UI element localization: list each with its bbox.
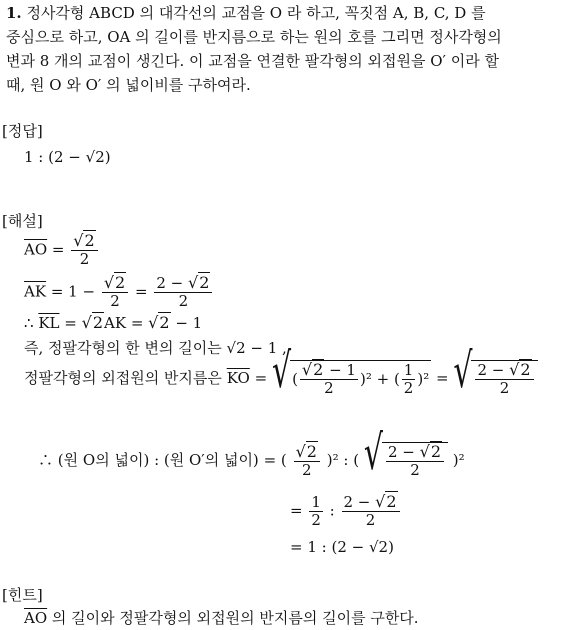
- eq-ak: $\overline{AK} = 1$ − $\frac{√2}{2}$ = $\frac{2 - √2}{2}$: [24, 274, 214, 311]
- answer-header: [정답]: [2, 122, 43, 140]
- hint-text: $\overline{AO}$ 의 길이와 정팔각형의 외접원의 반지름의 길이를 구한다.: [24, 609, 419, 627]
- explanation-header: [해설]: [2, 212, 43, 230]
- problem-line-3: 변과 8 개의 교점이 생긴다. 이 교점을 연결한 팔각형의 외접원을 O′ 이라 할: [6, 52, 499, 70]
- problem-line-1: [6, 4, 486, 23]
- problem-text-1: 정사각형 ABCD 의 대각선의 교점을 O 라 하고, 꼭짓점 A, B, C, D 를: [26, 4, 486, 22]
- segment-ao: $\overline{AO}$: [24, 240, 48, 259]
- side-length-line: 즉, 정팔각형의 한 변의 길이는 √2 − 1 ,: [24, 339, 287, 357]
- problem-line-2: 중심으로 하고, OA 의 길이를 반지름으로 하는 원의 호를 그리면 정사각형의: [6, 28, 502, 46]
- segment-ak: $\overline{AK}$: [24, 282, 47, 301]
- ratio-label: (원 O의 넓이) : (원 O′의 넓이): [57, 450, 259, 469]
- therefore-symbol: ∴: [24, 314, 34, 332]
- problem-number: 1.: [6, 4, 22, 22]
- hint-header: [힌트]: [2, 586, 43, 604]
- ratio-final: = 1 : (2 − √2): [290, 538, 394, 556]
- segment-ao-hint: $\overline{AO}$: [24, 609, 48, 627]
- ratio-line-2: = $\frac{1}{2}$ : $\frac{2 - √2}{2}$: [290, 493, 402, 530]
- ratio-line-1: ∴ (원 O의 넓이) : (원 O′의 넓이) = ( $\frac{√2}{2}$ )² : ( √ $\frac{2 - √2}{2}$ )²: [38, 425, 465, 482]
- segment-kl: $\overline{KL}$: [38, 314, 60, 332]
- eq-kl: ∴ $\overline{KL} = √2AK = √2 - 1$: [24, 313, 203, 332]
- radius-line: 정팔각형의 외접원의 반지름은 $\overline{KO}$ = √ ( $\frac{√2 - 1}{2}$ )² + ( $\frac{1}{2}$ )² = √ $\frac{2 - √2}{2}$: [24, 360, 538, 398]
- problem-line-4: 때, 원 O 와 O′ 의 넓이비를 구하여라.: [6, 76, 251, 94]
- answer-value: 1 : (2 − √2): [24, 148, 111, 166]
- segment-ko: $\overline{KO}$: [226, 368, 250, 387]
- eq-ao: $\overline{AO}$ = $\frac{√2}{2}$: [24, 232, 100, 269]
- fraction-root2-over-2: $\frac{√2}{2}$: [71, 232, 97, 269]
